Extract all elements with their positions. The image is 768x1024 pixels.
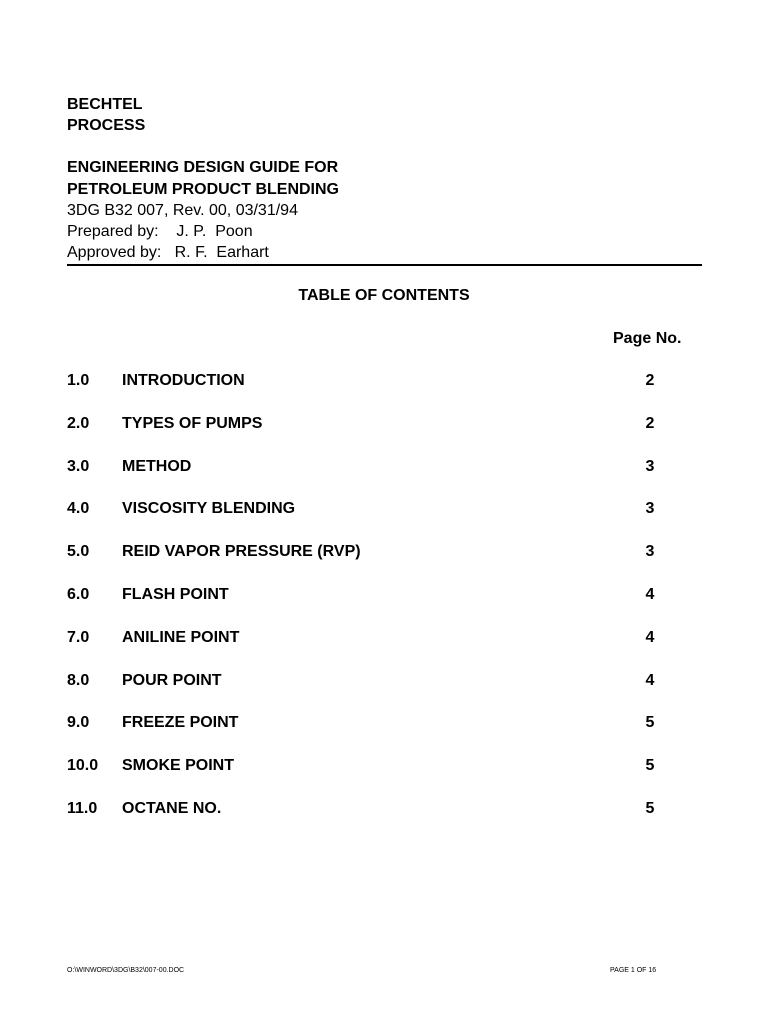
document-title-line1: ENGINEERING DESIGN GUIDE FOR <box>67 159 339 176</box>
toc-entry-number: 7.0 <box>67 629 90 646</box>
toc-entry <box>0 800 768 822</box>
toc-entry-page: 5 <box>645 714 655 731</box>
toc-entry <box>0 458 768 480</box>
toc-entry-number: 1.0 <box>67 372 90 389</box>
toc-title: TABLE OF CONTENTS <box>298 287 470 304</box>
toc-entry <box>0 757 768 779</box>
toc-entry <box>0 586 768 608</box>
header-divider <box>67 264 702 266</box>
footer-page-indicator: PAGE 1 OF 16 <box>610 967 657 974</box>
toc-entry-number: 5.0 <box>67 543 90 560</box>
toc-entry-page: 3 <box>645 458 655 475</box>
toc-entry-label: INTRODUCTION <box>122 372 245 389</box>
toc-entry-label: FREEZE POINT <box>122 714 239 731</box>
toc-entry-page: 5 <box>645 800 655 817</box>
toc-entry-label: REID VAPOR PRESSURE (RVP) <box>122 543 361 560</box>
toc-entry <box>0 672 768 694</box>
toc-entry-number: 2.0 <box>67 415 90 432</box>
toc-entry <box>0 714 768 736</box>
toc-entry <box>0 415 768 437</box>
toc-entry-page: 4 <box>645 629 655 646</box>
approved-by: Approved by: R. F. Earhart <box>67 244 269 261</box>
toc-entry-page: 2 <box>645 372 655 389</box>
toc-entry-page: 3 <box>645 500 655 517</box>
toc-entry-number: 4.0 <box>67 500 90 517</box>
toc-entry-number: 6.0 <box>67 586 90 603</box>
toc-entry-page: 3 <box>645 543 655 560</box>
prepared-by: Prepared by: J. P. Poon <box>67 223 253 240</box>
toc-entry <box>0 500 768 522</box>
toc-entry-label: VISCOSITY BLENDING <box>122 500 296 517</box>
toc-entry-label: FLASH POINT <box>122 586 229 603</box>
footer-file-path: O:\WINWORD\3DG\B32\007-00.DOC <box>67 967 185 974</box>
toc-entry <box>0 372 768 394</box>
toc-entry-label: TYPES OF PUMPS <box>122 415 263 432</box>
toc-entry-number: 11.0 <box>67 800 98 817</box>
toc-entry-label: METHOD <box>122 458 192 475</box>
company-name: BECHTEL <box>67 96 143 113</box>
toc-entry <box>0 629 768 651</box>
toc-entry-page: 5 <box>645 757 655 774</box>
toc-entry-number: 3.0 <box>67 458 90 475</box>
toc-entry-label: OCTANE NO. <box>122 800 222 817</box>
toc-entry <box>0 543 768 565</box>
toc-entry-label: ANILINE POINT <box>122 629 240 646</box>
toc-entry-number: 10.0 <box>67 757 99 774</box>
document-reference: 3DG B32 007, Rev. 00, 03/31/94 <box>67 202 298 219</box>
toc-entry-number: 8.0 <box>67 672 90 689</box>
toc-entry-page: 4 <box>645 672 655 689</box>
toc-entry-number: 9.0 <box>67 714 90 731</box>
toc-entry-label: POUR POINT <box>122 672 222 689</box>
toc-entry-page: 2 <box>645 415 655 432</box>
toc-entry-label: SMOKE POINT <box>122 757 235 774</box>
department-name: PROCESS <box>67 117 146 134</box>
page-no-column-header: Page No. <box>613 330 682 347</box>
toc-entry-page: 4 <box>645 586 655 603</box>
document-title-line2: PETROLEUM PRODUCT BLENDING <box>67 181 339 198</box>
